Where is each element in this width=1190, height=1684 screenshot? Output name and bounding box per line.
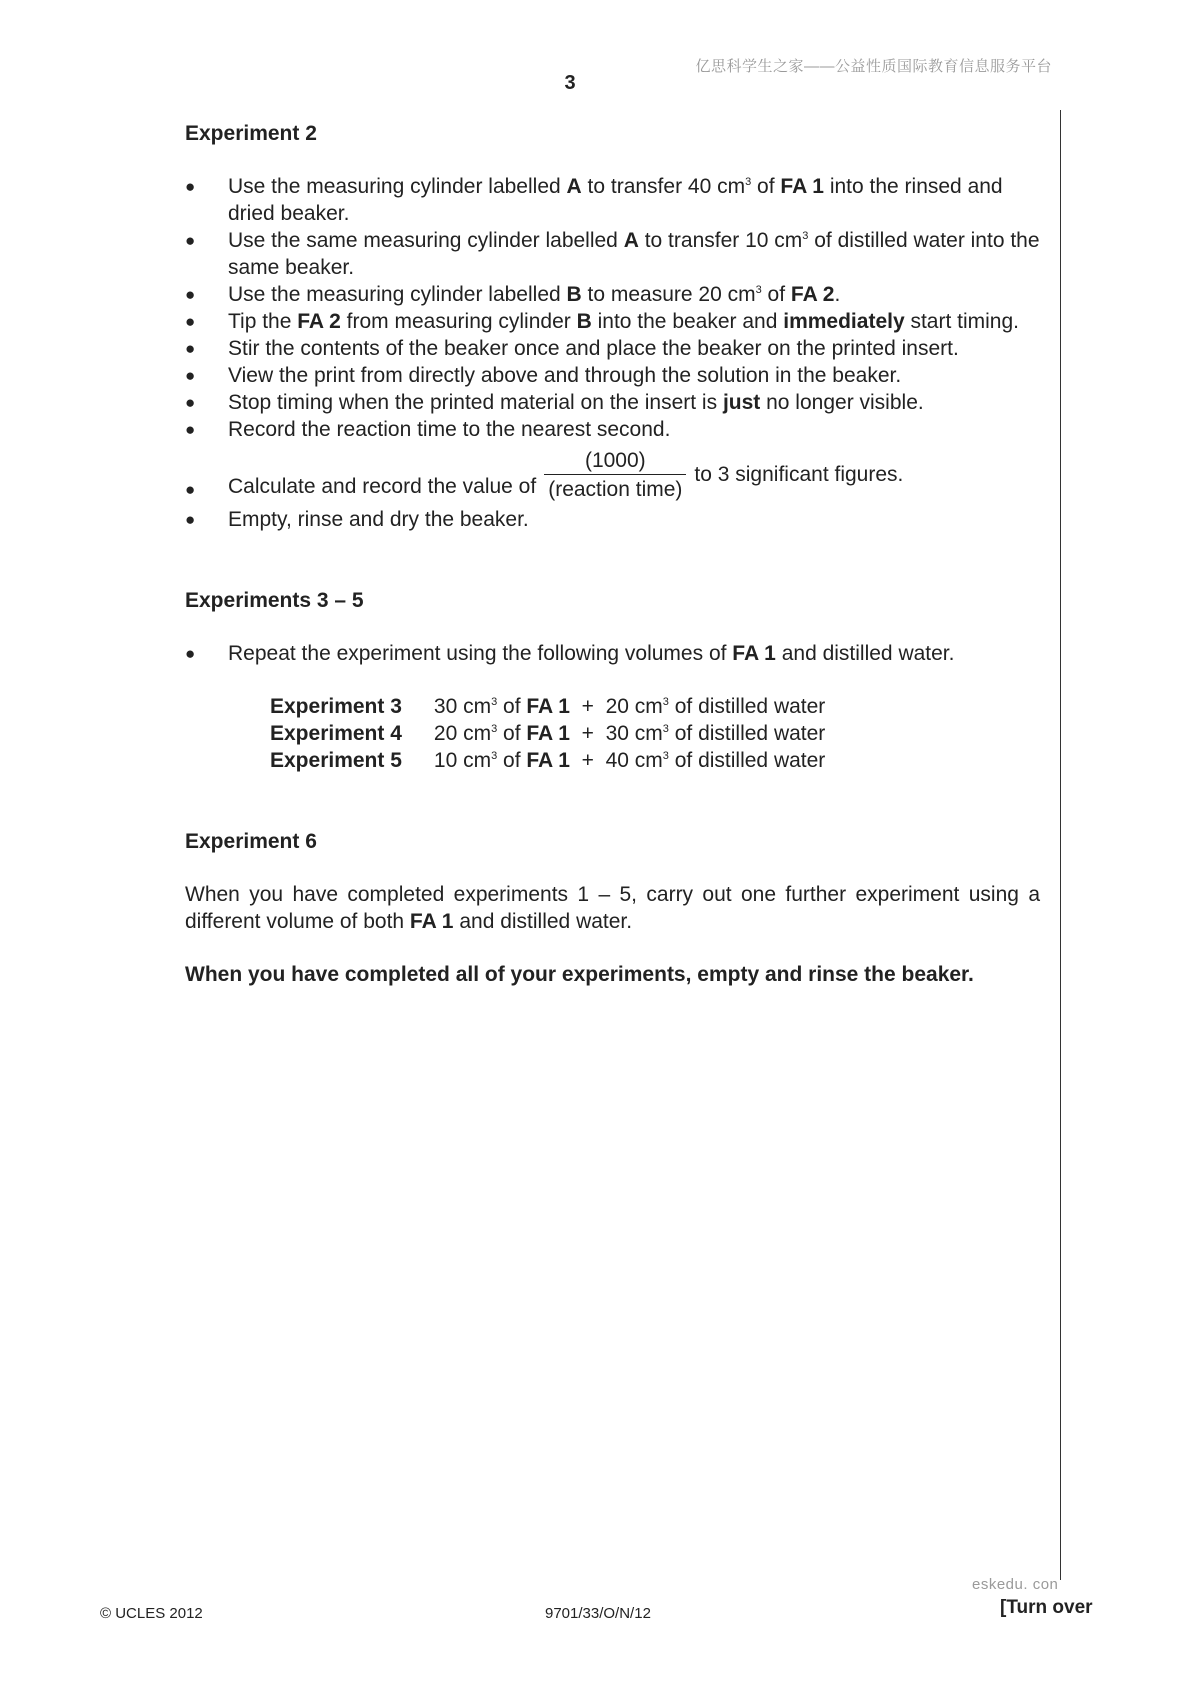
experiment-label: Experiment 3 — [270, 695, 402, 718]
bullet-icon: ● — [185, 420, 196, 439]
step-text: Repeat the experiment using the following volumes of — [228, 642, 733, 665]
margin-rule — [1060, 110, 1061, 1580]
volume-cell: 30 $cm^3$ of FA 1 + 20 $cm^3$ of distilled water — [433, 695, 826, 718]
volumes-table — [270, 693, 825, 774]
experiment-2-heading: Experiment 2 — [185, 122, 317, 145]
step-text: Record the reaction time to the nearest second. — [228, 418, 671, 441]
step-bold: B — [576, 310, 592, 333]
step-text: of distilled water into the same beaker. — [228, 229, 1040, 279]
bullet-icon: ● — [185, 339, 196, 358]
turn-over: [Turn over — [1000, 1597, 1093, 1618]
bullet-icon: ● — [185, 644, 196, 663]
step-bold: FA 2 — [297, 310, 341, 333]
step-text: Calculate and record the value of — [228, 475, 537, 498]
experiment-6-heading: Experiment 6 — [185, 830, 317, 853]
step-item — [185, 506, 1040, 533]
step-text: Use the measuring cylinder labelled — [228, 283, 567, 306]
bullet-icon: ● — [185, 312, 196, 331]
bullet-icon: ● — [185, 480, 196, 499]
step-bold: FA 1 — [732, 642, 776, 665]
rate-fraction — [544, 447, 686, 502]
experiment-2-steps — [185, 173, 1040, 533]
step-text: to transfer 40 cm — [581, 175, 746, 198]
step-item — [185, 281, 1040, 308]
copyright: © UCLES 2012 — [100, 1605, 203, 1622]
step-item-formula — [185, 447, 1040, 502]
experiments-3-5-heading: Experiments 3 – 5 — [185, 589, 364, 612]
step-bold: A — [566, 175, 582, 198]
paper-code: 9701/33/O/N/12 — [545, 1605, 651, 1622]
superscript: 3 — [745, 176, 752, 188]
experiment-label: Experiment 5 — [270, 749, 402, 772]
step-item — [185, 362, 1040, 389]
bullet-icon: ● — [185, 231, 196, 250]
step-text: Use the same measuring cylinder labelled — [228, 229, 624, 252]
step-item — [185, 308, 1040, 335]
step-text: and distilled water. — [775, 642, 955, 665]
table-row — [270, 720, 825, 747]
step-item — [185, 640, 1040, 667]
step-text: to transfer 10 cm — [638, 229, 803, 252]
page-content — [185, 120, 1040, 988]
step-bold: FA 1 — [780, 175, 824, 198]
step-item — [185, 416, 1040, 443]
bullet-icon: ● — [185, 366, 196, 385]
bullet-icon: ● — [185, 510, 196, 529]
header-watermark: 亿思科学生之家——公益性质国际教育信息服务平台 — [695, 58, 1052, 75]
final-instruction: When you have completed all of your experiments, empty and rinse the beaker. — [185, 963, 974, 986]
fraction-numerator: (1000) — [584, 449, 646, 472]
step-text: of — [751, 175, 781, 198]
step-text: Tip the — [228, 310, 298, 333]
step-bold: immediately — [783, 310, 905, 333]
step-item — [185, 335, 1040, 362]
experiments-3-5-steps — [185, 640, 1040, 667]
volume-cell: 20 $cm^3$ of FA 1 + 30 $cm^3$ of distilled water — [433, 722, 826, 745]
step-text: Stop timing when the printed material on the insert is — [228, 391, 723, 414]
step-text: Empty, rinse and dry the beaker. — [228, 508, 529, 531]
step-text: into the rinsed and dried beaker. — [228, 175, 1003, 225]
bullet-icon: ● — [185, 393, 196, 412]
step-text: of — [761, 283, 791, 306]
step-text: to measure 20 cm — [581, 283, 756, 306]
step-text: View the print from directly above and through the solution in the beaker. — [228, 364, 902, 387]
step-text: Stir the contents of the beaker once and place the beaker on the printed insert. — [228, 337, 959, 360]
step-item — [185, 389, 1040, 416]
volume-cell: 10 $cm^3$ of FA 1 + 40 $cm^3$ of distilled water — [433, 749, 826, 772]
fraction-denominator: (reaction time) — [544, 474, 686, 502]
superscript: 3 — [755, 284, 762, 296]
step-text: . — [834, 283, 841, 306]
step-bold: just — [722, 391, 761, 414]
step-item — [185, 173, 1040, 227]
step-text: to 3 significant figures. — [694, 463, 904, 486]
bullet-icon: ● — [185, 177, 196, 196]
step-text: into the beaker and — [591, 310, 784, 333]
step-bold: A — [623, 229, 639, 252]
step-text: no longer visible. — [760, 391, 924, 414]
page-number: 3 — [564, 72, 576, 94]
table-row — [270, 747, 825, 774]
step-bold: B — [566, 283, 582, 306]
step-item — [185, 227, 1040, 281]
footer-watermark: eskedu. con — [972, 1576, 1059, 1593]
step-bold: FA 2 — [790, 283, 835, 306]
step-text: from measuring cylinder — [340, 310, 577, 333]
bullet-icon: ● — [185, 285, 196, 304]
experiment-label: Experiment 4 — [270, 722, 402, 745]
superscript: 3 — [802, 230, 809, 242]
table-row — [270, 693, 825, 720]
step-text: Use the measuring cylinder labelled — [228, 175, 567, 198]
experiment-6-paragraph: When you have completed experiments 1 – 5, carry out one further experiment using a different volume of both FA 1 and distilled water. — [185, 883, 1040, 933]
step-text: start timing. — [904, 310, 1020, 333]
